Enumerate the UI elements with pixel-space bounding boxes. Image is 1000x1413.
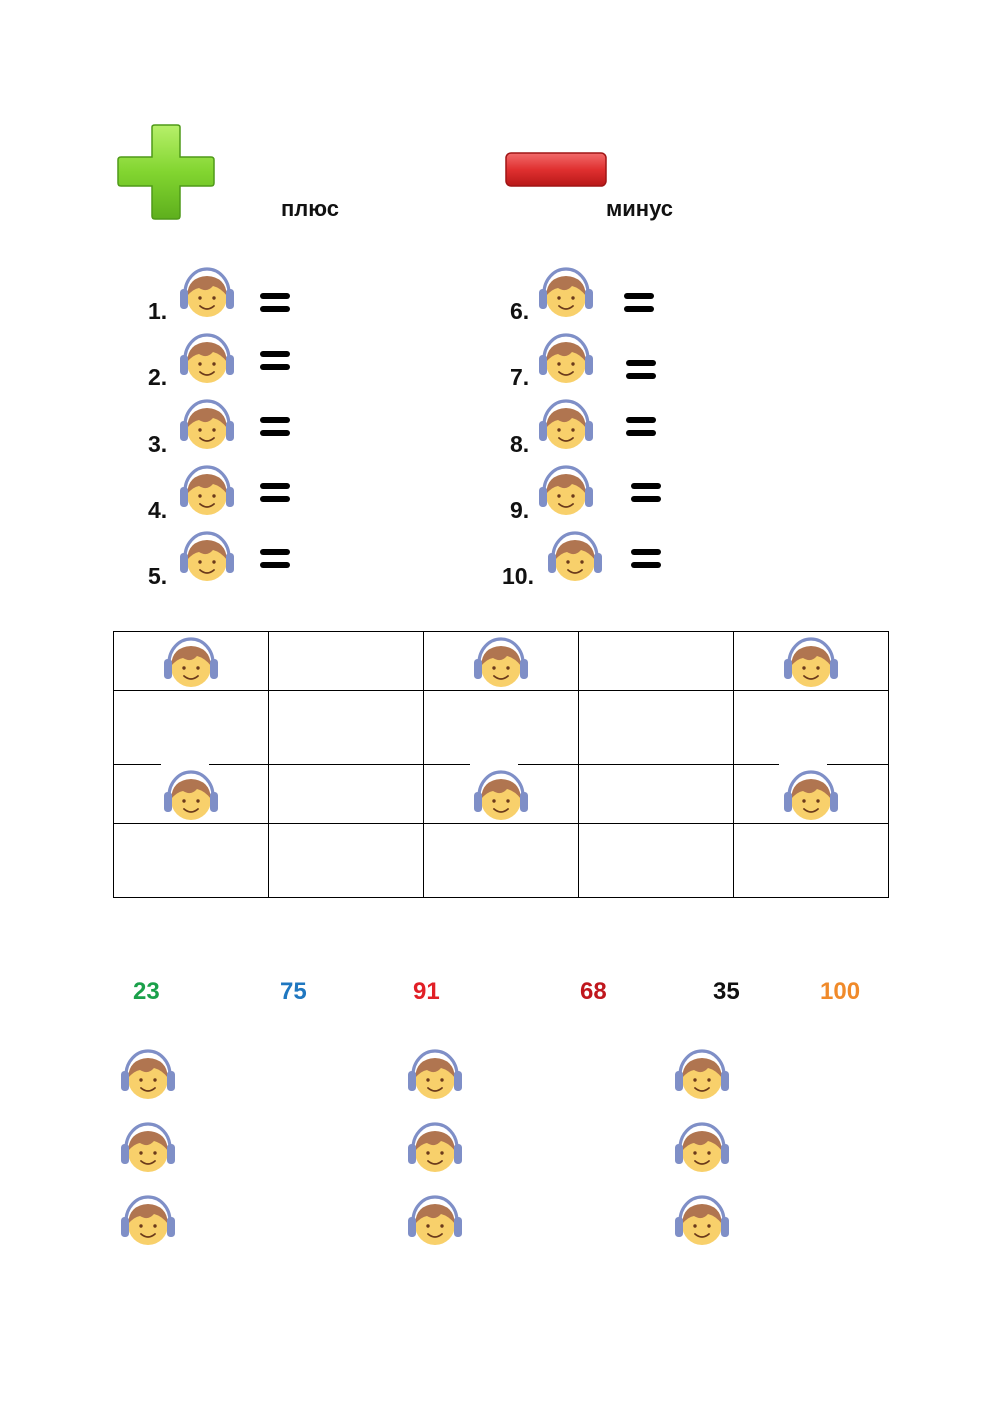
table-row <box>114 765 889 824</box>
table-row <box>114 824 889 898</box>
grid-cell <box>424 765 579 824</box>
equation-number: 1. <box>148 298 168 324</box>
equals-sign-icon <box>626 416 656 437</box>
boy-with-headphones-icon <box>545 527 605 587</box>
boy-with-headphones-icon <box>781 766 841 826</box>
boy-with-headphones-icon <box>471 766 531 826</box>
grid-cell[interactable] <box>734 824 889 898</box>
grid-cell[interactable] <box>114 691 269 765</box>
equation-number: 4. <box>148 497 168 523</box>
value-number: 23 <box>133 978 160 1005</box>
boy-with-headphones-icon <box>177 527 237 587</box>
equals-sign-icon <box>260 482 290 503</box>
boy-with-headphones-icon <box>118 1118 178 1178</box>
equation-number: 7. <box>510 364 530 390</box>
equals-sign-icon <box>624 292 654 313</box>
equals-sign-icon <box>260 548 290 569</box>
grid-cell[interactable] <box>734 691 889 765</box>
value-number: 91 <box>413 978 440 1005</box>
boy-with-headphones-icon <box>672 1118 732 1178</box>
boy-with-headphones-icon <box>405 1191 465 1251</box>
boy-with-headphones-icon <box>177 395 237 455</box>
equation-number: 10. <box>502 563 534 589</box>
boy-with-headphones-icon <box>177 263 237 323</box>
boy-with-headphones-icon <box>177 461 237 521</box>
value-number: 100 <box>820 978 861 1005</box>
equals-sign-icon <box>626 359 656 380</box>
grid-cell[interactable] <box>114 824 269 898</box>
equals-sign-icon <box>631 548 661 569</box>
grid-cell[interactable] <box>579 824 734 898</box>
plus-label: плюс <box>281 196 339 221</box>
boy-with-headphones-icon <box>672 1045 732 1105</box>
value-number: 35 <box>713 978 740 1005</box>
grid-cell[interactable] <box>579 691 734 765</box>
boy-with-headphones-icon <box>536 395 596 455</box>
grid-cell <box>734 765 889 824</box>
border-gap <box>470 763 518 765</box>
equals-sign-icon <box>260 350 290 371</box>
grid-cell <box>424 632 579 691</box>
plus-sign-icon <box>117 124 215 220</box>
table-row <box>114 632 889 691</box>
minus-sign-icon <box>505 152 607 187</box>
value-number: 75 <box>280 978 307 1005</box>
boy-with-headphones-icon <box>405 1118 465 1178</box>
equation-number: 2. <box>148 364 168 390</box>
grid-cell <box>734 632 889 691</box>
equation-number: 8. <box>510 431 530 457</box>
equals-sign-icon <box>260 292 290 313</box>
grid-cell[interactable] <box>269 632 424 691</box>
equation-number: 3. <box>148 431 168 457</box>
grid-cell[interactable] <box>269 765 424 824</box>
boy-with-headphones-icon <box>118 1045 178 1105</box>
border-gap <box>161 763 209 765</box>
boy-with-headphones-icon <box>536 329 596 389</box>
boy-with-headphones-icon <box>405 1045 465 1105</box>
boy-with-headphones-icon <box>536 263 596 323</box>
grid-cell[interactable] <box>424 691 579 765</box>
grid-cell[interactable] <box>579 632 734 691</box>
grid-cell[interactable] <box>269 824 424 898</box>
boy-with-headphones-icon <box>672 1191 732 1251</box>
value-number: 68 <box>580 978 607 1005</box>
boy-with-headphones-icon <box>536 461 596 521</box>
table-row <box>114 691 889 765</box>
grid-cell[interactable] <box>579 765 734 824</box>
boy-with-headphones-icon <box>161 633 221 693</box>
boy-with-headphones-icon <box>118 1191 178 1251</box>
equation-number: 9. <box>510 497 530 523</box>
grid-cell[interactable] <box>269 691 424 765</box>
minus-label: минус <box>606 196 674 221</box>
border-gap <box>779 763 827 765</box>
equals-sign-icon <box>631 482 661 503</box>
equals-sign-icon <box>260 416 290 437</box>
boy-with-headphones-icon <box>161 766 221 826</box>
boy-with-headphones-icon <box>471 633 531 693</box>
boy-with-headphones-icon <box>781 633 841 693</box>
grid-cell <box>114 632 269 691</box>
equation-number: 5. <box>148 563 168 589</box>
grid-cell[interactable] <box>424 824 579 898</box>
equation-number: 6. <box>510 298 530 324</box>
grid-cell <box>114 765 269 824</box>
boy-with-headphones-icon <box>177 329 237 389</box>
